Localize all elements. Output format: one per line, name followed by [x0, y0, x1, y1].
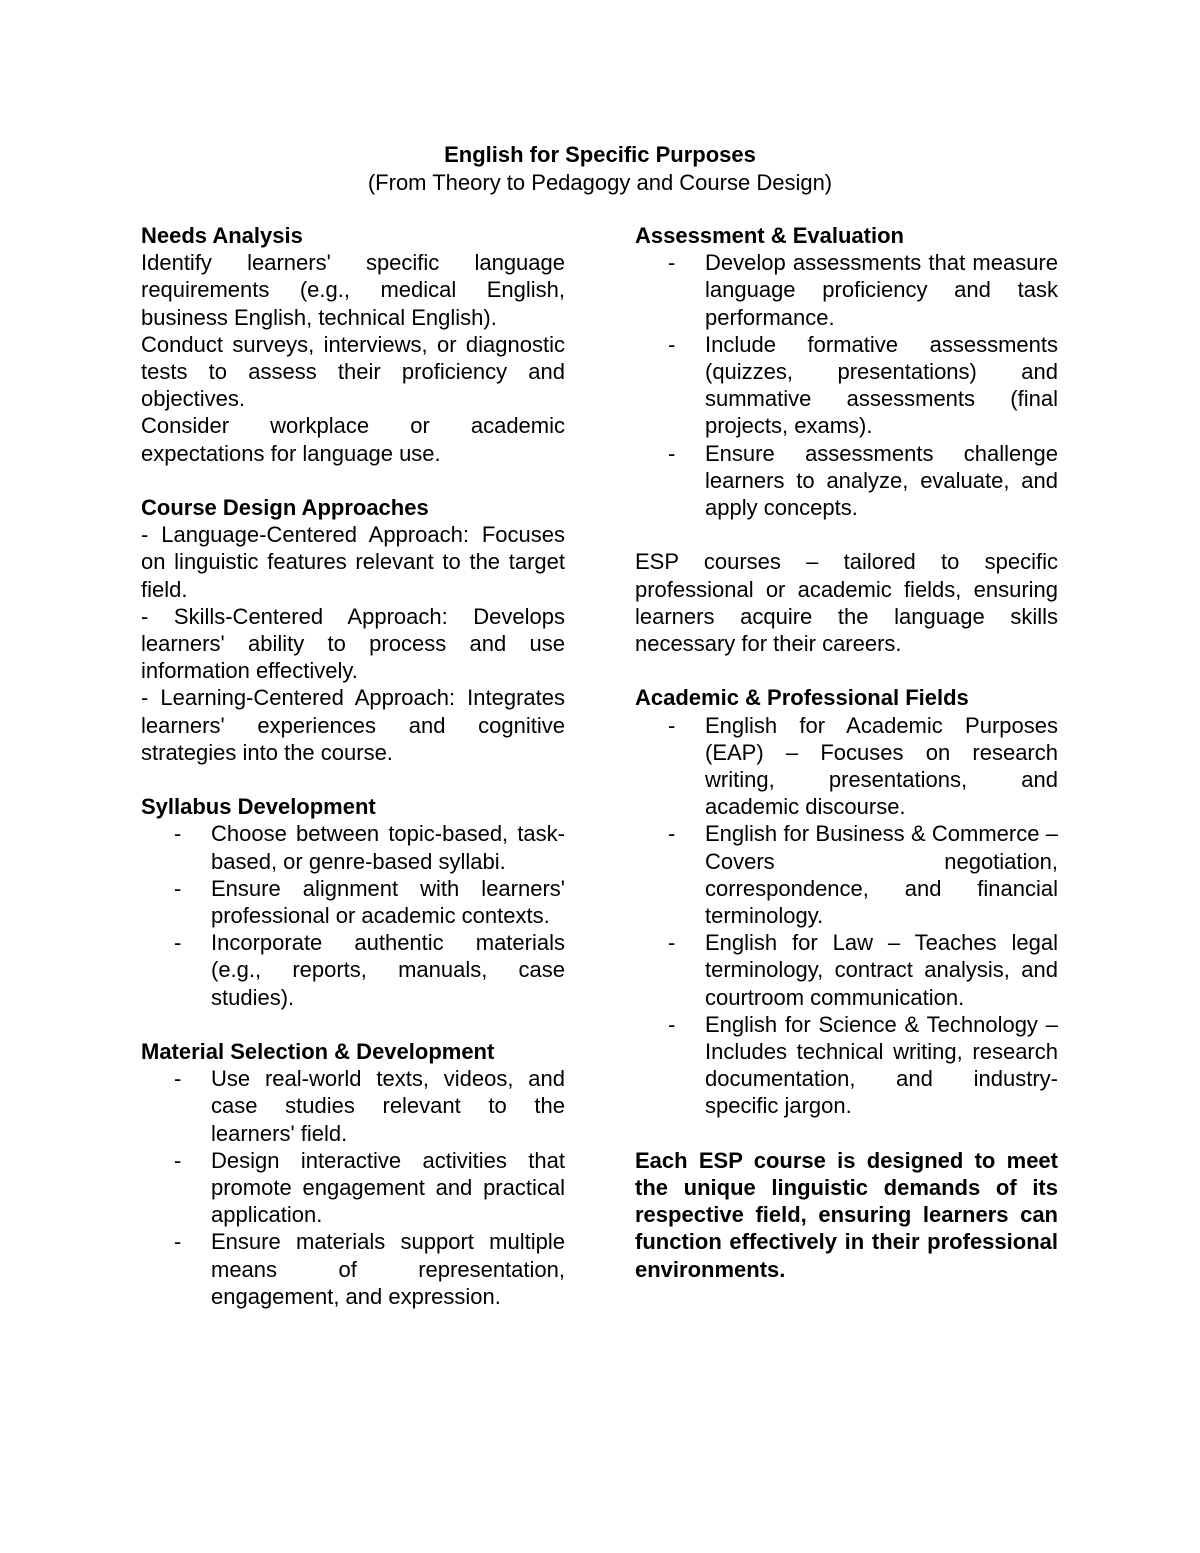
list-item-text: Design interactive activities that promote engagement and practical application. — [211, 1147, 565, 1228]
list-item-text: Incorporate authentic materials (e.g., reports, manuals, case studies). — [211, 930, 565, 1010]
left-column — [141, 222, 565, 1337]
list-marker: - — [174, 1066, 182, 1092]
right-column — [635, 222, 1058, 1283]
list-item — [141, 929, 565, 1011]
list-item — [635, 1011, 1058, 1120]
approach-paragraph: - Language-Centered Approach: Focuses on linguistic features relevant to the target field. — [141, 522, 565, 602]
list-item — [635, 440, 1058, 522]
list-item-text: English for Law – Teaches legal terminology, contract analysis, and courtroom communication. — [705, 930, 1058, 1010]
paragraph: Conduct surveys, interviews, or diagnostic tests to assess their proficiency and objectives. — [141, 331, 565, 412]
list-marker: - — [668, 440, 676, 466]
syllabus-section — [141, 793, 565, 1011]
list-item — [635, 929, 1058, 1011]
esp-summary: ESP courses – tailored to specific professional or academic fields, ensuring learners acquire the language skills necessary for their careers. — [635, 549, 1058, 657]
section-heading: Academic & Professional Fields — [635, 685, 969, 711]
list-marker: - — [174, 1229, 182, 1255]
list-item — [635, 331, 1058, 440]
list-item — [141, 1147, 565, 1229]
list-item — [141, 1065, 565, 1147]
list-marker: - — [174, 821, 182, 847]
section-heading: Material Selection & Development — [141, 1039, 495, 1065]
assessment-section — [635, 222, 1058, 521]
closing-statement: Each ESP course is designed to meet the unique linguistic demands of its respective field, ensuring learners can function effectively in their professional environments. — [635, 1147, 1058, 1282]
list-item-text: Ensure assessments challenge learners to analyze, evaluate, and apply concepts. — [705, 440, 1058, 521]
materials-section — [141, 1038, 565, 1310]
section-heading: Syllabus Development — [141, 794, 376, 820]
bullet-list — [141, 820, 565, 1010]
section-heading: Assessment & Evaluation — [635, 223, 904, 248]
approach-paragraph: - Learning-Centered Approach: Integrates learners' experiences and cognitive strategies into the course. — [141, 685, 565, 765]
list-marker: - — [668, 821, 676, 847]
bullet-list — [635, 249, 1058, 521]
list-marker: - — [668, 1011, 676, 1037]
list-marker: - — [668, 930, 676, 956]
list-item — [635, 249, 1058, 331]
list-item-text: Use real-world texts, videos, and case studies relevant to the learners' field. — [211, 1066, 565, 1146]
fields-section — [635, 684, 1058, 1119]
list-item — [635, 712, 1058, 821]
list-item — [635, 820, 1058, 929]
document-title: English for Specific Purposes — [444, 142, 756, 167]
list-item-text: English for Science & Technology – Includes technical writing, research documentation, and industry-specific jargon. — [705, 1011, 1058, 1119]
needs-analysis-section — [141, 222, 565, 467]
esp-summary-section — [635, 548, 1058, 657]
section-heading: Course Design Approaches — [141, 495, 429, 521]
document-subtitle: (From Theory to Pedagogy and Course Design) — [367, 170, 833, 195]
list-item-text: Ensure materials support multiple means of representation, engagement, and expression. — [211, 1229, 565, 1309]
list-item — [141, 1228, 565, 1310]
list-item — [141, 875, 565, 929]
list-item-text: Include formative assessments (quizzes, presentations) and summative assessments (final projects, exams). — [705, 331, 1058, 439]
list-marker: - — [174, 1147, 182, 1173]
section-heading: Needs Analysis — [141, 223, 303, 248]
list-marker: - — [174, 930, 182, 956]
bullet-list — [141, 1065, 565, 1310]
list-marker: - — [174, 875, 182, 901]
title-block — [0, 141, 1200, 197]
paragraph: Identify learners' specific language requirements (e.g., medical English, business English, technical English). — [141, 250, 565, 330]
bullet-list — [635, 712, 1058, 1120]
list-item-text: English for Business & Commerce – Covers negotiation, correspondence, and financial terminology. — [705, 821, 1058, 929]
list-item-text: Ensure alignment with learners' professional or academic contexts. — [211, 875, 565, 929]
list-marker: - — [668, 331, 676, 357]
paragraph: Consider workplace or academic expectations for language use. — [141, 413, 565, 466]
list-marker: - — [668, 250, 676, 276]
list-item-text: Develop assessments that measure language proficiency and task performance. — [705, 250, 1058, 330]
course-design-section — [141, 494, 565, 766]
list-item-text: Choose between topic-based, task-based, or genre-based syllabi. — [211, 821, 565, 874]
list-marker: - — [668, 712, 676, 738]
list-item-text: English for Academic Purposes (EAP) – Focuses on research writing, presentations, and academic discourse. — [705, 712, 1058, 820]
approach-paragraph: - Skills-Centered Approach: Develops learners' ability to process and use information effectively. — [141, 603, 565, 684]
list-item — [141, 820, 565, 874]
